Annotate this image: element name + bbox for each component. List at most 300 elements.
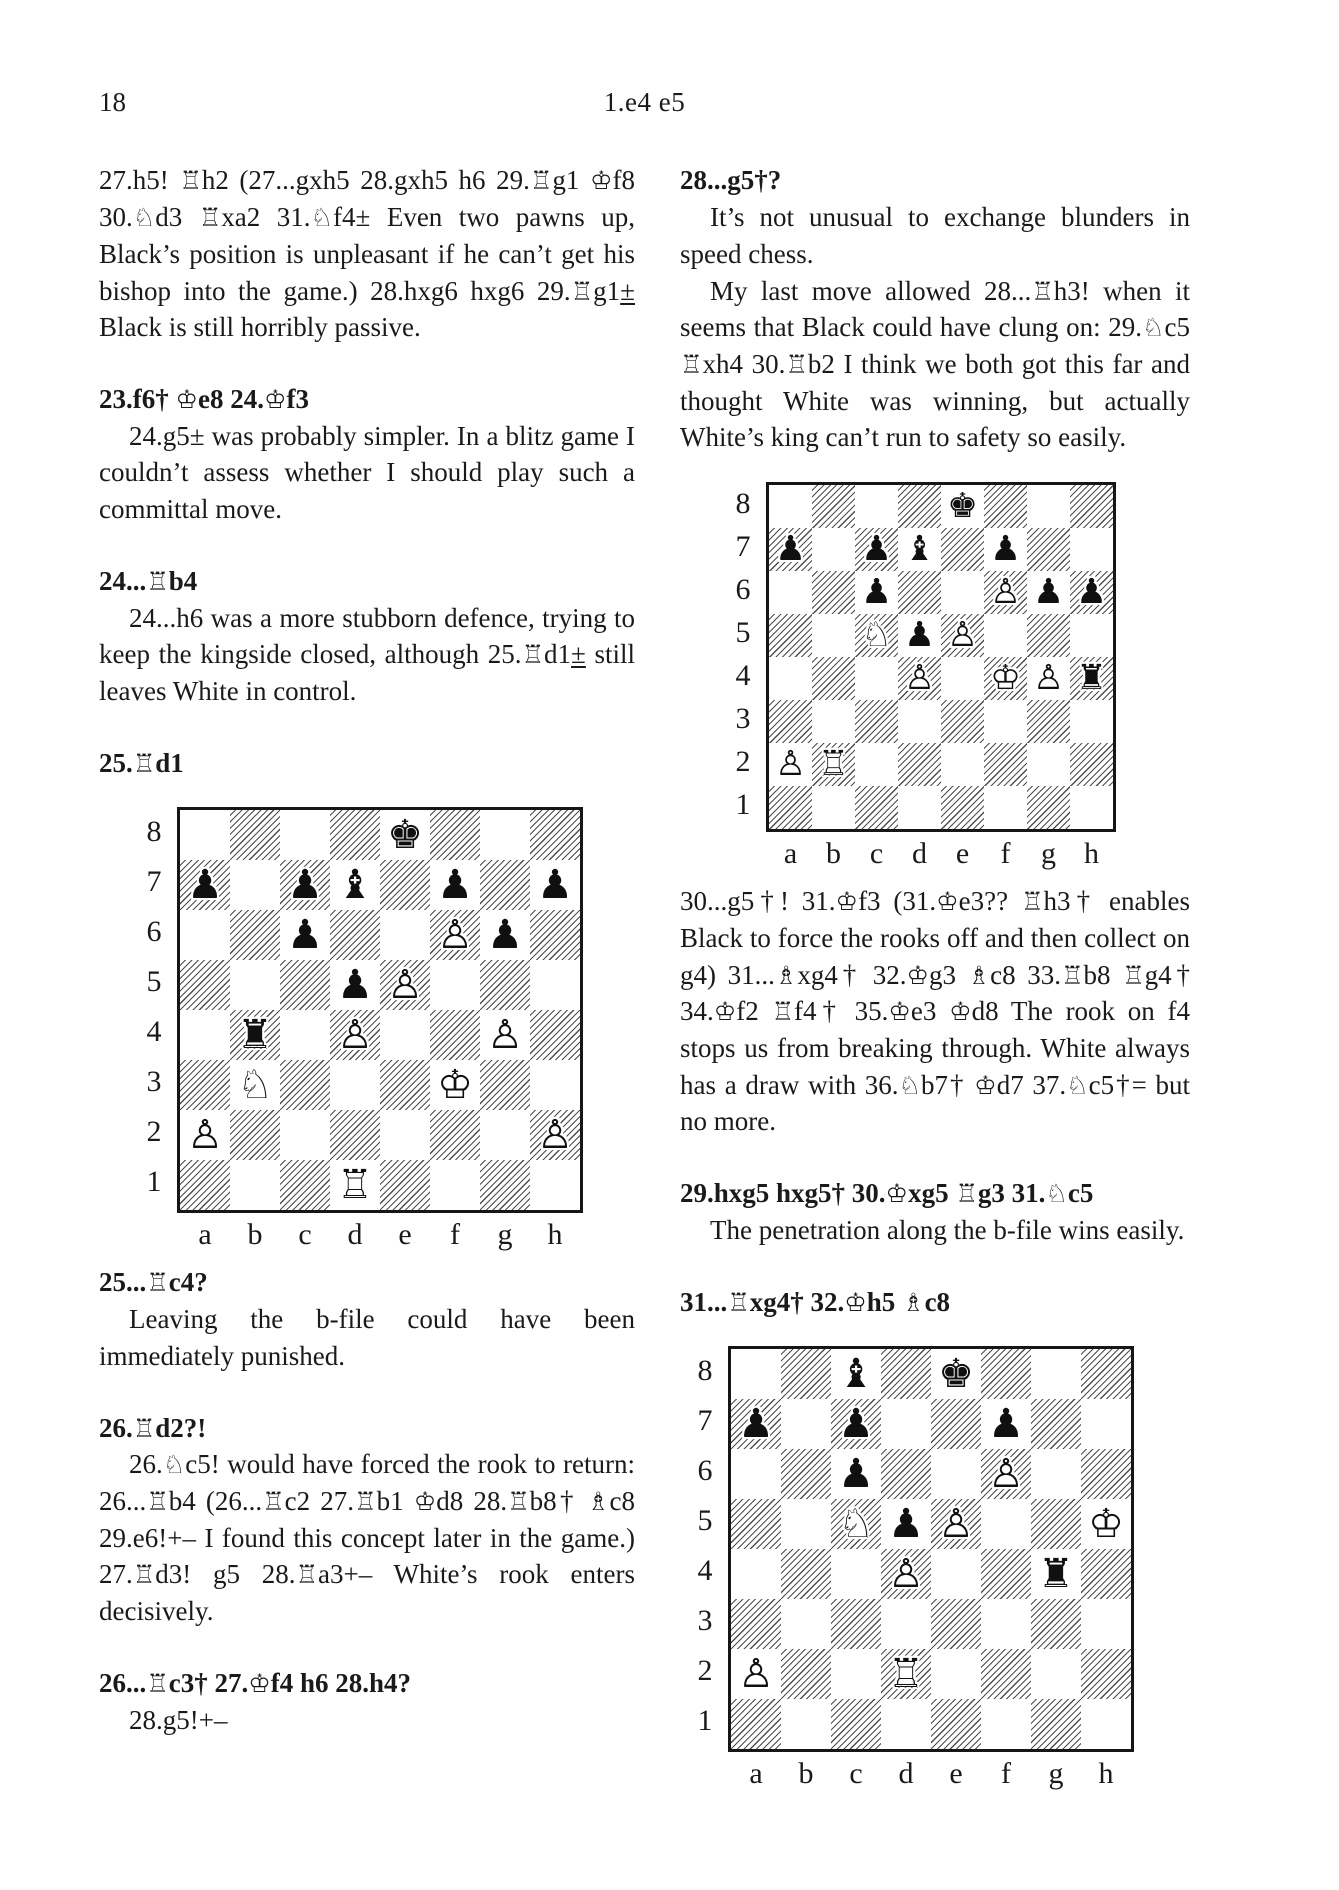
board-square [931, 1499, 981, 1549]
rank-label: 4 [697, 1554, 713, 1588]
board-square [812, 571, 855, 614]
chess-figurine-icon: ♖ [785, 349, 808, 379]
running-head: 1.e4 e5 [603, 87, 686, 117]
board-square [480, 1060, 530, 1110]
left-column [99, 162, 635, 1738]
rank-label: 6 [697, 1454, 713, 1488]
rank-label: 1 [146, 1165, 162, 1199]
black-pawn-icon: ♟ ♟ [990, 532, 1021, 566]
chess-figurine-icon: ♔ [888, 997, 911, 1027]
board-square [1031, 1499, 1081, 1549]
board-square [480, 860, 530, 910]
file-label: a [749, 1757, 763, 1791]
board-square [855, 571, 898, 614]
chess-figurine-icon: ♖ [179, 166, 202, 196]
board-square [1070, 700, 1113, 743]
chess-figurine-icon: ♖ [262, 1487, 285, 1517]
chess-figurine-icon: ♘ [1045, 1179, 1068, 1209]
chess-figurine-icon: ♗ [587, 1487, 610, 1517]
board-square [831, 1349, 881, 1399]
file-label: f [1001, 1757, 1011, 1791]
paragraph: 24.g5± was probably simpler. In a blitz game I couldn’t assess whether I should play such a committal move. [99, 420, 635, 525]
board-square [480, 960, 530, 1010]
board-square [981, 1449, 1031, 1499]
board-square [230, 860, 280, 910]
move-heading: 28...g5†? [680, 165, 782, 196]
chess-figurine-icon: ♖ [1020, 887, 1044, 917]
chess-figurine-icon: ♘ [898, 1070, 922, 1100]
white-knight-icon: ♞ ♘ [838, 1504, 874, 1544]
board-square [941, 571, 984, 614]
board-square [769, 571, 812, 614]
rank-label: 3 [735, 701, 751, 735]
black-pawn-icon: ♟ ♟ [861, 575, 892, 609]
rank-label: 7 [697, 1404, 713, 1438]
board-square [430, 1160, 480, 1210]
board-square [330, 1160, 380, 1210]
board-square [984, 700, 1027, 743]
board-square [180, 910, 230, 960]
file-label: b [826, 837, 841, 871]
board-square [480, 1010, 530, 1060]
black-pawn-icon: ♟ ♟ [1076, 575, 1107, 609]
board-square [230, 1110, 280, 1160]
paragraph: 26.♘c5! would have forced the rook to return: 26...♖b4 (26...♖c2 27.♖b1 ♔d8 28.♖b8† ♗c8 29.e6!+– I found this concept later in the game.) 27.♖d3! g5 28.♖a3+– White’s rook enters decisively. [99, 1449, 636, 1627]
chess-figurine-icon: ♖ [955, 1179, 978, 1209]
chess-figurine-icon: ♔ [589, 166, 613, 196]
board-square [981, 1349, 1031, 1399]
file-label: e [398, 1218, 412, 1252]
board-square [941, 614, 984, 657]
black-pawn-icon: ♟ ♟ [337, 965, 373, 1005]
board-square [831, 1699, 881, 1749]
board-square [1081, 1549, 1131, 1599]
file-label: d [347, 1218, 363, 1252]
board-square [1031, 1399, 1081, 1449]
board-square [330, 960, 380, 1010]
board-square [984, 657, 1027, 700]
move-heading: 23.f6† ♔e8 24.♔f3 [99, 383, 310, 414]
board-square [855, 786, 898, 829]
white-pawn-icon: ♟ ♙ [947, 618, 978, 652]
rank-label: 2 [697, 1654, 713, 1688]
board-square [984, 614, 1027, 657]
white-pawn-icon: ♟ ♙ [738, 1654, 774, 1694]
white-pawn-icon: ♟ ♙ [938, 1504, 974, 1544]
file-label: a [783, 837, 798, 871]
file-label: e [949, 1757, 963, 1791]
board-square [941, 657, 984, 700]
chess-figurine-icon: ♔ [175, 384, 199, 414]
chess-figurine-icon: ♖ [354, 1487, 377, 1517]
board-square [1027, 571, 1070, 614]
black-bishop-icon: ♝ ♝ [337, 865, 373, 905]
board-square [530, 1060, 580, 1110]
paragraph: 30...g5†! 31.♔f3 (31.♔e3?? ♖h3† enables Black to force the rooks off and then collect on g4) 31...♗xg4† 32.♔g3 ♗c8 33.♖b8 ♖g4† 34.♔f2 ♖f4† 35.♔e3 ♔d8 The rook on f4 stops us from breaking through. White always has a draw with 36.♘b7† ♔d7 37.♘c5†= but no more. [680, 886, 1191, 1137]
board-square [831, 1549, 881, 1599]
chess-figurine-icon: ♔ [974, 1070, 997, 1100]
paragraph: My last move allowed 28...♖h3! when it seems that Black could have clung on: 29.♘c5 ♖xh4 30.♖b2 I think we both got this far and thought White was winning, but actually White’s king can’t run to safety so easily. [680, 275, 1190, 453]
board-square [230, 910, 280, 960]
chess-figurine-icon: ♖ [198, 203, 222, 233]
board-square [480, 1160, 530, 1210]
chess-figurine-icon: ♘ [162, 1450, 186, 1480]
paragraph: It’s not unusual to exchange blunders in speed chess. [680, 202, 1190, 269]
black-pawn-icon: ♟ ♟ [287, 865, 323, 905]
white-rook-icon: ♜ ♖ [818, 747, 849, 781]
file-label: h [547, 1218, 563, 1252]
paragraph: 27.h5! ♖h2 (27...gxh5 28.gxh5 h6 29.♖g1 ♔f8 30.♘d3 ♖xa2 31.♘f4± Even two pawns up, Black’s position is unpleasant if he can’t get his bishop into the game.) 28.hxg6 hxg6 29.♖g1± Black is still horribly passive. [99, 165, 636, 343]
chess-figurine-icon: ♔ [936, 887, 959, 917]
chess-figurine-icon: ♖ [132, 1413, 156, 1443]
board-square [330, 810, 380, 860]
chess-figurine-icon: ♖ [570, 276, 594, 306]
file-label: h [1084, 837, 1099, 871]
white-pawn-icon: ♟ ♙ [337, 1015, 373, 1055]
board-square [1027, 614, 1070, 657]
chess-figurine-icon: ♖ [146, 566, 169, 596]
rank-label: 6 [146, 915, 162, 949]
board-square [781, 1699, 831, 1749]
chess-diagram [720, 482, 1190, 871]
board-square [1027, 657, 1070, 700]
board-square [530, 960, 580, 1010]
board-square [984, 485, 1027, 528]
board-square [981, 1699, 1031, 1749]
board-square [731, 1549, 781, 1599]
chess-figurine-icon: ♔ [885, 1179, 909, 1209]
rank-label: 4 [735, 658, 751, 692]
white-pawn-icon: ♟ ♙ [904, 661, 935, 695]
columns [99, 162, 1190, 1803]
board-square [380, 1160, 430, 1210]
board-square [831, 1449, 881, 1499]
board-square [898, 786, 941, 829]
black-rook-icon: ♜ ♜ [237, 1015, 273, 1055]
rank-label: 5 [735, 615, 751, 649]
board-square [330, 1010, 380, 1060]
board-square [530, 860, 580, 910]
board-square [280, 1110, 330, 1160]
board-square [831, 1399, 881, 1449]
chess-figurine-icon: ♖ [146, 1668, 169, 1698]
board-square [180, 960, 230, 1010]
board-square [330, 1110, 380, 1160]
white-knight-icon: ♞ ♘ [237, 1065, 273, 1105]
chess-figurine-icon: ♖ [1031, 276, 1054, 306]
paragraph: 24...h6 was a more stubborn defence, trying to keep the kingside closed, although 25.♖d1± still leaves White in control. [99, 602, 635, 707]
rank-label: 8 [697, 1354, 713, 1388]
board-square [380, 1060, 430, 1110]
board-square [769, 614, 812, 657]
board-square [180, 1160, 230, 1210]
white-king-icon: ♚ ♔ [437, 1065, 473, 1105]
chess-figurine-icon: ♔ [906, 960, 929, 990]
file-label: c [849, 1757, 863, 1791]
rank-label: 8 [735, 486, 751, 520]
board-square [931, 1699, 981, 1749]
board-square [1031, 1449, 1081, 1499]
white-king-icon: ♚ ♔ [990, 661, 1021, 695]
board-square [1070, 614, 1113, 657]
white-pawn-icon: ♟ ♙ [487, 1015, 523, 1055]
board-square [380, 960, 430, 1010]
chess-figurine-icon: ♖ [680, 349, 703, 379]
chess-figurine-icon: ♘ [132, 203, 156, 233]
chess-figurine-icon: ♖ [295, 1560, 319, 1590]
board-square [981, 1499, 1031, 1549]
black-pawn-icon: ♟ ♟ [287, 915, 323, 955]
board-square [898, 485, 941, 528]
board-square [430, 910, 480, 960]
board-square [180, 1060, 230, 1110]
rank-label: 5 [146, 965, 162, 999]
board-square [855, 657, 898, 700]
board-square [1031, 1349, 1081, 1399]
board-square [380, 910, 430, 960]
move-heading: 29.hxg5 hxg5† 30.♔xg5 ♖g3 31.♘c5 [680, 1178, 1094, 1209]
board-square [530, 1110, 580, 1160]
board-square [941, 743, 984, 786]
move-heading: 26...♖c3† 27.♔f4 h6 28.h4? [99, 1667, 412, 1698]
black-king-icon: ♚ ♚ [938, 1354, 974, 1394]
chess-figurine-icon: ♔ [264, 384, 287, 414]
board-square [1070, 485, 1113, 528]
board-square [781, 1349, 831, 1399]
board-square [981, 1649, 1031, 1699]
board-square [731, 1399, 781, 1449]
chess-board [728, 1346, 1134, 1752]
board-square [981, 1549, 1031, 1599]
black-pawn-icon: ♟ ♟ [838, 1454, 874, 1494]
black-bishop-icon: ♝ ♝ [838, 1354, 874, 1394]
file-label: g [497, 1218, 513, 1252]
board-square [330, 860, 380, 910]
board-square [280, 1010, 330, 1060]
file-label: d [898, 1757, 914, 1791]
board-square [781, 1599, 831, 1649]
board-square [1081, 1449, 1131, 1499]
board-square [731, 1699, 781, 1749]
file-label: b [247, 1218, 263, 1252]
chess-figurine-icon: ♔ [248, 1668, 271, 1698]
move-heading: 24...♖b4 [99, 565, 198, 596]
plus-over-equals-symbol: ± [620, 275, 635, 306]
black-pawn-icon: ♟ ♟ [838, 1404, 874, 1444]
board-square [230, 810, 280, 860]
rank-label: 3 [146, 1065, 162, 1099]
board-square [898, 571, 941, 614]
board-square [812, 786, 855, 829]
chess-board [177, 807, 583, 1213]
chess-figurine-icon: ♔ [413, 1487, 437, 1517]
rank-label: 4 [146, 1015, 162, 1049]
board-square [1027, 700, 1070, 743]
chess-figurine-icon: ♖ [529, 166, 553, 196]
chess-figurine-icon: ♔ [713, 997, 737, 1027]
chess-figurine-icon: ♖ [132, 1560, 156, 1590]
chess-figurine-icon: ♗ [967, 960, 991, 990]
board-square [530, 910, 580, 960]
file-label: f [450, 1218, 460, 1252]
rank-label: 7 [735, 529, 751, 563]
black-pawn-icon: ♟ ♟ [904, 618, 935, 652]
black-bishop-icon: ♝ ♝ [904, 532, 935, 566]
board-square [984, 528, 1027, 571]
board-square [230, 1010, 280, 1060]
chess-figurine-icon: ♖ [146, 1487, 169, 1517]
white-rook-icon: ♜ ♖ [337, 1165, 373, 1205]
white-pawn-icon: ♟ ♙ [187, 1115, 223, 1155]
board-square [812, 657, 855, 700]
board-square [812, 614, 855, 657]
move-heading: 26.♖d2?! [99, 1412, 207, 1443]
white-pawn-icon: ♟ ♙ [775, 747, 806, 781]
board-square [480, 810, 530, 860]
chess-figurine-icon: ♗ [902, 1287, 925, 1317]
board-square [1027, 786, 1070, 829]
black-pawn-icon: ♟ ♟ [988, 1404, 1024, 1444]
chess-figurine-icon: ♔ [844, 1287, 867, 1317]
board-square [881, 1649, 931, 1699]
file-label: b [798, 1757, 814, 1791]
move-heading: 31...♖xg4† 32.♔h5 ♗c8 [680, 1286, 951, 1317]
rank-label: 7 [146, 865, 162, 899]
board-square [855, 485, 898, 528]
board-square [855, 700, 898, 743]
board-square [984, 743, 1027, 786]
board-square [831, 1649, 881, 1699]
board-square [1027, 528, 1070, 571]
chess-figurine-icon: ♘ [310, 203, 334, 233]
board-square [430, 810, 480, 860]
board-square [931, 1599, 981, 1649]
chess-figurine-icon: ♖ [521, 640, 545, 670]
board-square [280, 910, 330, 960]
board-square [1070, 571, 1113, 614]
page-number: 18 [99, 87, 126, 117]
board-square [812, 485, 855, 528]
chess-figurine-icon: ♔ [835, 887, 859, 917]
board-square [931, 1349, 981, 1399]
board-square [731, 1449, 781, 1499]
board-square [180, 1110, 230, 1160]
board-square [430, 1010, 480, 1060]
chess-figurine-icon: ♘ [1066, 1070, 1089, 1100]
board-square [380, 810, 430, 860]
chess-figurine-icon: ♖ [146, 1268, 169, 1298]
board-square [769, 485, 812, 528]
board-square [1031, 1699, 1081, 1749]
board-square [931, 1449, 981, 1499]
board-square [1070, 743, 1113, 786]
board-square [1027, 485, 1070, 528]
board-square [984, 786, 1027, 829]
board-square [769, 528, 812, 571]
chess-figurine-icon: ♖ [132, 748, 156, 778]
move-heading: 25.♖d1 [99, 747, 184, 778]
file-label: f [1000, 837, 1011, 871]
black-pawn-icon: ♟ ♟ [487, 915, 523, 955]
file-label: c [298, 1218, 312, 1252]
white-pawn-icon: ♟ ♙ [1033, 661, 1064, 695]
board-square [1027, 743, 1070, 786]
board-square [769, 743, 812, 786]
board-square [984, 571, 1027, 614]
rank-label: 1 [735, 787, 751, 821]
rank-label: 3 [697, 1604, 713, 1638]
board-square [280, 810, 330, 860]
white-rook-icon: ♜ ♖ [888, 1654, 924, 1694]
rank-label: 2 [735, 744, 751, 778]
black-king-icon: ♚ ♚ [387, 815, 423, 855]
board-square [881, 1449, 931, 1499]
board-square [1031, 1649, 1081, 1699]
black-pawn-icon: ♟ ♟ [775, 532, 806, 566]
white-pawn-icon: ♟ ♙ [990, 575, 1021, 609]
black-pawn-icon: ♟ ♟ [861, 532, 892, 566]
file-label: c [869, 837, 884, 871]
white-king-icon: ♚ ♔ [1088, 1504, 1124, 1544]
white-pawn-icon: ♟ ♙ [888, 1554, 924, 1594]
board-square [1031, 1549, 1081, 1599]
board-square [898, 528, 941, 571]
board-square [781, 1399, 831, 1449]
board-square [781, 1549, 831, 1599]
chess-diagram [131, 807, 635, 1252]
chess-figurine-icon: ♔ [949, 997, 972, 1027]
board-square [330, 910, 380, 960]
board-square [812, 700, 855, 743]
board-square [280, 960, 330, 1010]
file-label: d [912, 837, 927, 871]
black-pawn-icon: ♟ ♟ [888, 1504, 924, 1544]
white-pawn-icon: ♟ ♙ [537, 1115, 573, 1155]
board-square [430, 860, 480, 910]
board-square [898, 700, 941, 743]
black-pawn-icon: ♟ ♟ [738, 1404, 774, 1444]
chess-diagram [682, 1346, 1190, 1791]
board-square [831, 1499, 881, 1549]
move-heading: 25...♖c4? [99, 1267, 208, 1298]
board-square [898, 657, 941, 700]
board-square [1031, 1599, 1081, 1649]
board-square [731, 1599, 781, 1649]
board-square [280, 1060, 330, 1110]
file-label: g [1048, 1757, 1064, 1791]
board-square [380, 860, 430, 910]
board-square [1081, 1399, 1131, 1449]
board-square [941, 786, 984, 829]
white-pawn-icon: ♟ ♙ [437, 915, 473, 955]
board-square [1081, 1499, 1131, 1549]
rank-label: 1 [697, 1704, 713, 1738]
file-label: a [198, 1218, 212, 1252]
board-square [881, 1349, 931, 1399]
board-square [430, 1060, 480, 1110]
black-pawn-icon: ♟ ♟ [437, 865, 473, 905]
board-square [430, 960, 480, 1010]
page-header [99, 86, 1190, 118]
board-square [812, 528, 855, 571]
paragraph: The penetration along the b-file wins easily. [710, 1214, 1185, 1245]
board-square [898, 614, 941, 657]
black-king-icon: ♚ ♚ [947, 489, 978, 523]
board-square [881, 1599, 931, 1649]
chess-figurine-icon: ♖ [771, 997, 794, 1027]
chess-figurine-icon: ♖ [507, 1487, 530, 1517]
board-square [941, 700, 984, 743]
